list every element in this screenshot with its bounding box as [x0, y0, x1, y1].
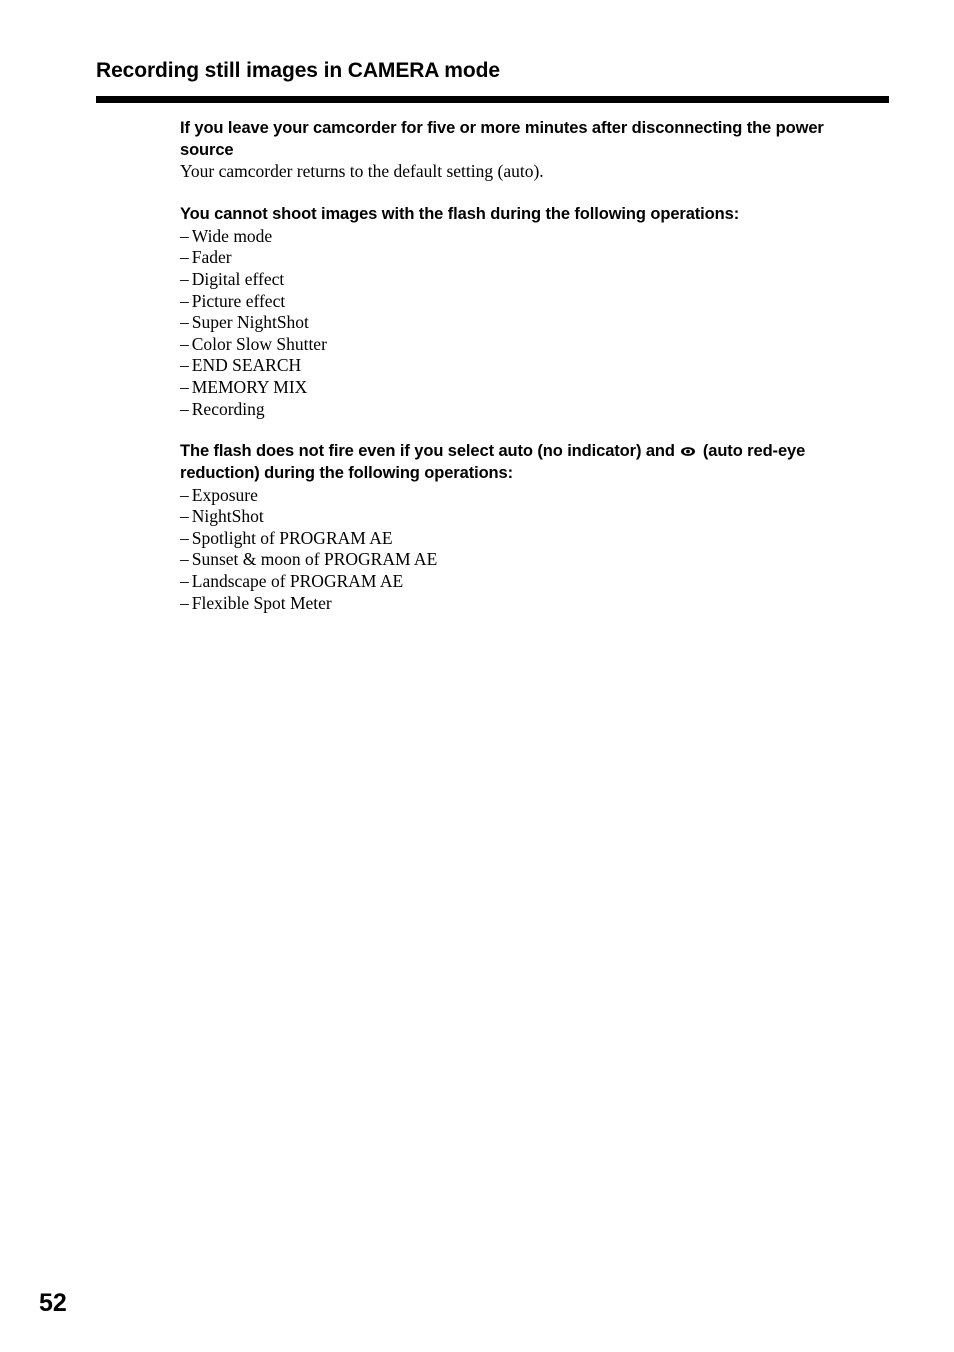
list-item [180, 593, 880, 615]
list-item [180, 528, 880, 550]
list-marker: – [180, 355, 189, 376]
list-item [180, 377, 880, 399]
page-content [180, 118, 880, 635]
list-marker: – [180, 333, 189, 354]
list-item [180, 334, 880, 356]
list-marker: – [180, 225, 189, 246]
heading-text-after-icon: (auto red-eye reduction) during the following operations: [180, 442, 806, 482]
list-item [180, 291, 880, 313]
list-marker: – [180, 484, 189, 505]
page-number: 52 [39, 1289, 67, 1317]
list-marker: – [180, 398, 189, 419]
operation-list [180, 485, 880, 615]
list-item [180, 549, 880, 571]
list-item-label: Fader [191, 247, 232, 268]
section-flash-unavailable [180, 204, 880, 420]
list-item [180, 226, 880, 248]
list-item-label: NightShot [191, 506, 264, 527]
list-item [180, 485, 880, 507]
list-item-label: Flexible Spot Meter [191, 592, 332, 613]
list-marker: – [180, 527, 189, 548]
list-item-label: Landscape of PROGRAM AE [191, 570, 404, 591]
list-item-label: Super NightShot [191, 312, 309, 333]
list-item-label: Exposure [191, 484, 258, 505]
list-item [180, 355, 880, 377]
list-marker: – [180, 376, 189, 397]
title-rule-divider [96, 96, 889, 103]
list-item-label: Spotlight of PROGRAM AE [191, 527, 393, 548]
list-item [180, 506, 880, 528]
list-item-label: Digital effect [191, 269, 285, 289]
list-marker: – [180, 506, 189, 527]
list-item-label: Sunset & moon of PROGRAM AE [191, 549, 438, 570]
list-marker: – [180, 290, 189, 311]
list-marker: – [180, 549, 189, 570]
section-heading [180, 441, 880, 484]
page-title: Recording still images in CAMERA mode [96, 59, 500, 82]
section-heading: If you leave your camcorder for five or more minutes after disconnecting the power source [180, 119, 824, 159]
section-body-text: Your camcorder returns to the default setting (auto). [180, 161, 544, 182]
section-flash-does-not-fire [180, 441, 880, 614]
list-marker: – [180, 570, 189, 591]
section-power-source-note [180, 118, 880, 183]
list-item [180, 312, 880, 334]
section-heading: You cannot shoot images with the flash during the following operations: [180, 205, 740, 224]
list-marker: – [180, 592, 189, 613]
list-item [180, 247, 880, 269]
list-item-label: Wide mode [191, 225, 273, 246]
list-marker: – [180, 312, 189, 333]
list-item-label: Picture effect [191, 290, 286, 311]
list-item-label: Recording [191, 398, 265, 419]
heading-text-before-icon: The flash does not fire even if you select auto (no indicator) and [180, 442, 675, 461]
operation-list [180, 226, 880, 420]
list-item [180, 269, 880, 291]
list-marker: – [180, 247, 189, 268]
list-item [180, 571, 880, 593]
list-item-label: Color Slow Shutter [191, 333, 327, 354]
list-item-label: END SEARCH [191, 355, 302, 376]
list-item-label: MEMORY MIX [191, 376, 308, 397]
list-marker: – [180, 269, 189, 289]
red-eye-reduction-icon [680, 446, 696, 457]
list-item [180, 399, 880, 421]
